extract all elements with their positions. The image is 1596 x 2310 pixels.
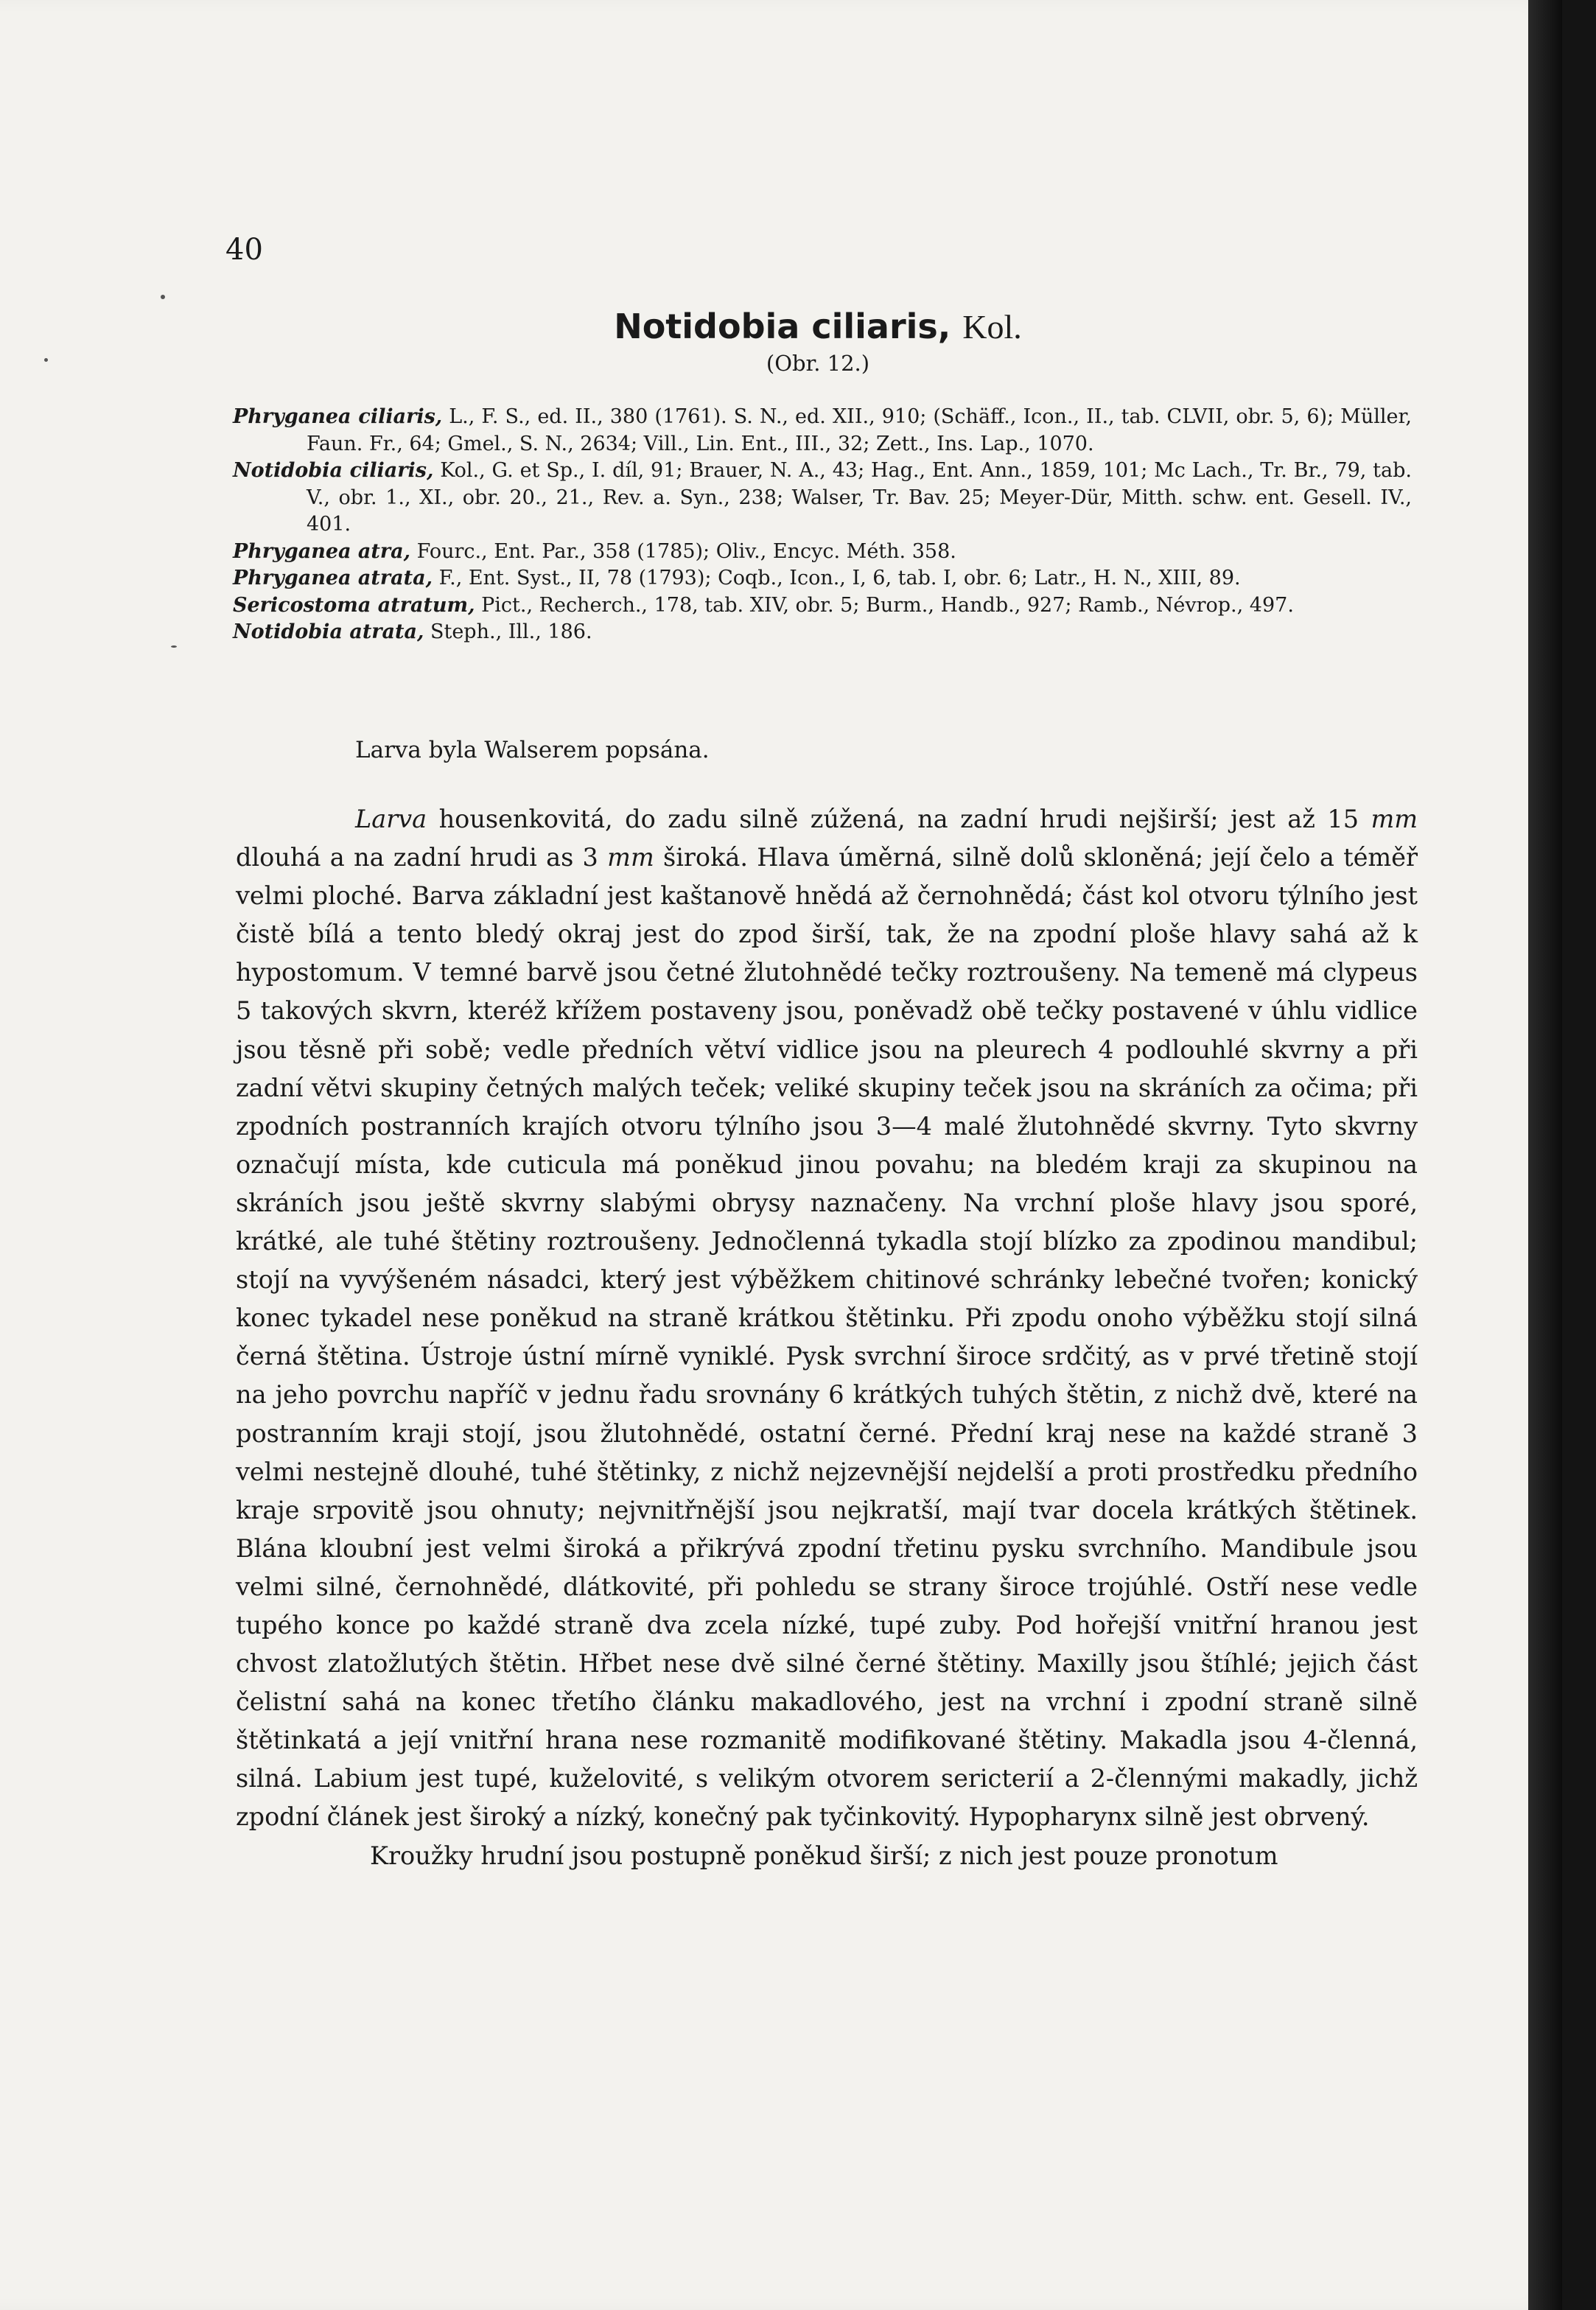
larva-note: Larva byla Walserem popsána. [355,737,710,763]
unit-text: mm [1371,805,1418,833]
synonym-refs: Steph., Ill., 186. [430,620,592,643]
species-title [0,307,1596,346]
synonym-refs: Kol., G. et Sp., I. díl, 91; Brauer, N. A., 43; Hag., Ent. Ann., 1859, 101; Mc Lach., Tr. Br., 79, tab. V., obr. 1., XI., obr. 20., 21., Rev. a. Syn., 238; Walser, Tr. Bav. 25; Meyer-Dür, Mitth. schw. ent. Gesell. IV., 401. [307,459,1413,536]
synonym-entry [233,539,1412,566]
synonymy-list [233,404,1412,646]
synonym-entry [233,592,1412,620]
synonym-entry [233,404,1412,458]
lead-word: Larva [355,805,427,833]
unit-text: mm [607,843,654,872]
synonym-refs: Fourc., Ent. Par., 358 (1785); Oliv., Encyc. Méth. 358. [416,539,956,563]
synonym-entry [233,565,1412,592]
scan-edge [1528,0,1562,2310]
paragraph-thorax: Kroužky hrudní jsou postupně poněkud širší; z nich jest pouze pronotum [370,1841,1278,1870]
synonym-name: Notidobia ciliaris, [233,459,434,482]
paragraph-text: housenkovitá, do zadu silně zúžená, na zadní hrudi nejširší; jest až 15 [427,805,1371,833]
synonym-name: Phryganea atra, [233,539,411,563]
page-number: 40 [225,233,263,267]
scan-speck [171,645,177,648]
figure-reference: (Obr. 12.) [766,351,870,376]
synonym-name: Phryganea atrata, [233,567,433,589]
synonym-name: Sericostoma atratum, [233,593,475,617]
species-author: Kol. [962,308,1022,346]
paragraph-larva [236,800,1418,1837]
synonym-refs: Pict., Recherch., 178, tab. XIV, obr. 5; Burm., Handb., 927; Ramb., Névrop., 497. [481,593,1294,617]
synonym-entry [233,619,1412,646]
paragraph-text: dlouhá a na zadní hrudi as 3 [236,843,608,872]
synonym-refs: L., F. S., ed. II., 380 (1761). S. N., ed. XII., 910; (Schäff., Icon., II., tab. CLVII, obr. 5, 6); Müller, Faun. Fr., 64; Gmel., S. N., 2634; Vill., Lin. Ent., III., 32; Zett., Ins. Lap., 1070. [307,405,1412,455]
scan-speck [161,295,165,299]
synonym-refs: F., Ent. Syst., II, 78 (1793); Coqb., Icon., I, 6, tab. I, obr. 6; Latr., H. N., XIII, 89. [438,567,1241,589]
synonym-entry [233,458,1412,539]
species-name: Notidobia ciliaris, [614,307,951,346]
paragraph-text: široká. Hlava úměrná, silně dolů skloněná; její čelo a téměř velmi ploché. Barva základní jest kaštanově hnědá až černohnědá; část kol otvoru týlního jest čistě bílá a tento bledý okraj jest do zpod širší, tak, že na zpodní ploše hlavy sahá až k hypostomum. V temné barvě jsou četné žlutohnědé tečky roztroušeny. Na temeně má clypeus 5 takových skvrn, kteréž křížem postaveny jsou, poněvadž obě tečky postavené v úhlu vidlice jsou těsně při sobě; vedle předních větví vidlice jsou na pleurech 4 podlouhlé skvrny a při zadní větvi skupiny četných malých teček; veliké skupiny teček jsou na skráních za očima; při zpodních postranních krajích otvoru týlního jsou 3—4 malé žlutohnědé skvrny. Tyto skvrny označují místa, kde cuticula má poněkud jinou povahu; na bledém kraji za skupinou na skráních jsou ještě skvrny slabými obrysy naznačeny. Na vrchní ploše hlavy jsou sporé, krátké, ale tuhé štětiny roztroušeny. Jednočlenná tykadla stojí blízko za zpodinou mandibul; stojí na vyvýšeném násadci, který jest výběžkem chitinové schránky lebečné tvořen; konický konec tykadel nese poněkud na straně krátkou štětinku. Při zpodu onoho výběžku stojí silná černá štětina. Ústroje ústní mírně vyniklé. Pysk svrchní široce srdčitý, as v prvé třetině stojí na jeho povrchu napříč v jednu řadu srovnány 6 krátkých tuhých štětin, z nichž dvě, které na postranním kraji stojí, jsou žlutohnědé, ostatní černé. Přední kraj nese na každé straně 3 velmi nestejně dlouhé, tuhé štětinky, z nichž nejzevnější nejdelší a proti prostředku předního kraje srpovitě jsou ohnuty; nejvnitřnější jsou nejkratší, mají tvar docela krátkých štětinek. Blána kloubní jest velmi široká a přikrývá zpodní třetinu pysku svrchního. Mandibule jsou velmi silné, černohnědé, dlátkovité, při pohledu se strany široce trojúhlé. Ostří nese vedle tupého konce po každé straně dva zcela nízké, tupé zuby. Pod hořejší vnitřní hranou jest chvost zlatožlutých štětin. Hřbet nese dvě silné černé štětiny. Maxilly jsou štíhlé; jejich část čelistní sahá na konec třetího článku makadlového, jest na vrchní i zpodní straně silně štětinkatá a její vnitřní hrana nese rozmanitě modifikované štětiny. Makadla jsou 4-členná, silná. Labium jest tupé, kuželovité, s velikým otvorem sericterií a 2-člennými makadly, jichž zpodní článek jest široký a nízký, konečný pak tyčinkovitý. Hypopharynx silně jest obrvený. [236,843,1418,1832]
synonym-name: Notidobia atrata, [233,620,424,643]
body-text [236,800,1418,1875]
synonym-name: Phryganea ciliaris, [233,405,443,428]
